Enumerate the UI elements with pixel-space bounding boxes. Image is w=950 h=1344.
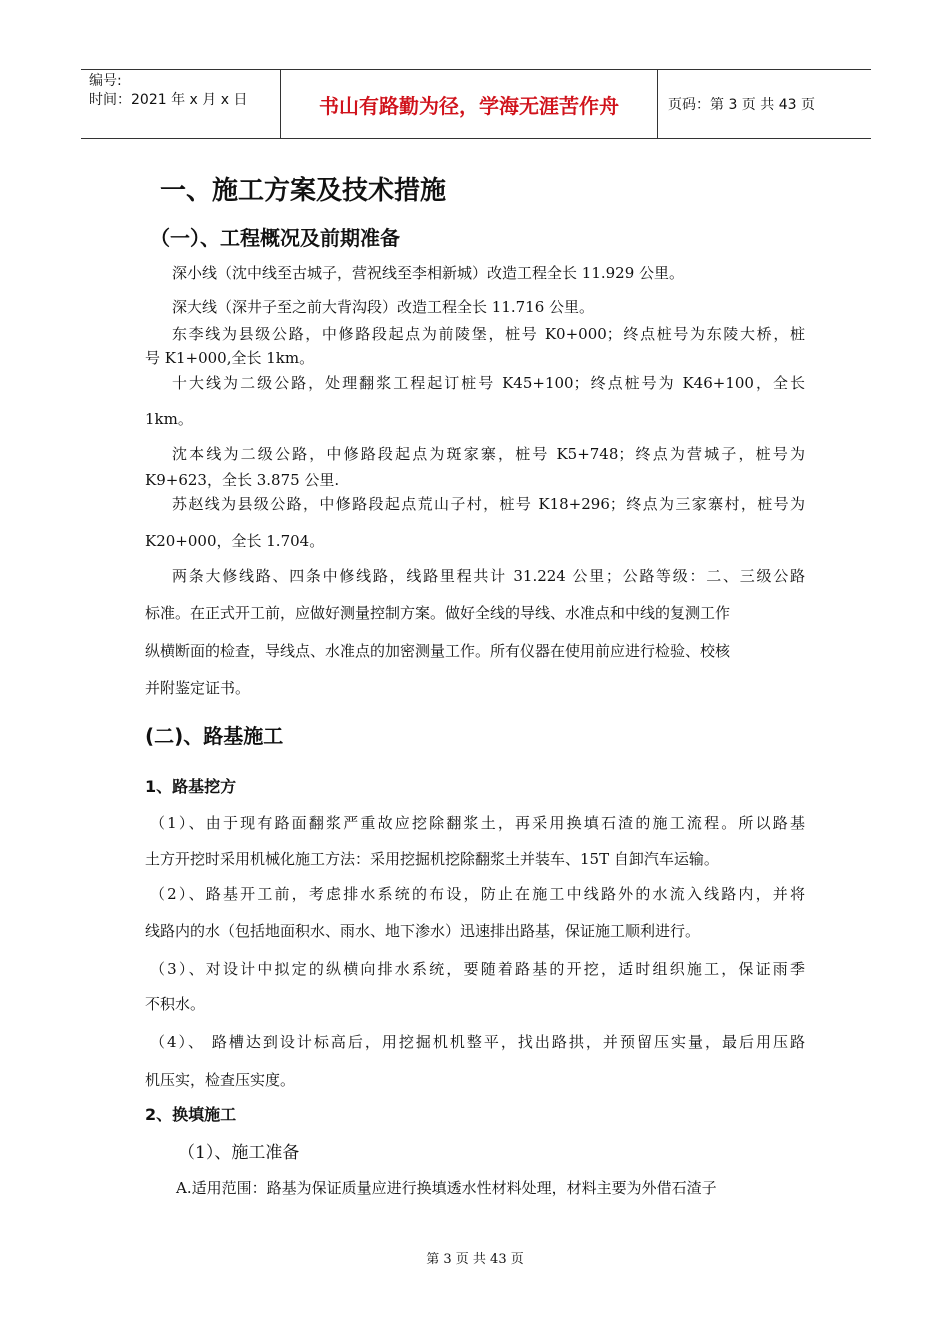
header-motto: 书山有路勤为径，学海无涯苦作舟 [281,70,658,138]
paragraph-line: 1km。 [145,410,193,428]
paragraph-line: 线路内的水（包括地面积水、雨水、地下渗水）迅速排出路基，保证施工顺利进行。 [145,922,701,940]
paragraph-line: 苏赵线为县级公路，中修路段起点荒山子村，桩号 K18+296；终点为三家寨村，桩号为 [172,495,805,513]
paragraph-line: 不积水。 [145,995,206,1013]
page-header [81,69,871,139]
paragraph-line: （2）、路基开工前，考虑排水系统的布设，防止在施工中线路外的水流入线路内，并将 [150,885,805,903]
item-subtitle: （1）、施工准备 [178,1143,300,1163]
paragraph-line: （4）、 路槽达到设计标高后，用挖掘机机整平，找出路拱，并预留压实量，最后用压路 [150,1033,805,1051]
item-title-2: 2、换填施工 [145,1105,237,1124]
time-label: 时间：2021 年 x 月 x 日 [89,92,248,108]
item-title-1: 1、路基挖方 [145,777,237,796]
paragraph-line: 东李线为县级公路，中修路段起点为前陵堡，桩号 K0+000；终点桩号为东陵大桥，桩 [172,325,805,343]
paragraph-line: （3）、对设计中拟定的纵横向排水系统，要随着路基的开挖，适时组织施工，保证雨季 [150,960,805,978]
paragraph-line: 土方开挖时采用机械化施工方法：采用挖掘机挖除翻浆土并装车、15T 自卸汽车运输。 [145,850,719,868]
subsection-title-1: （一）、工程概况及前期准备 [150,226,400,250]
section-title: 一、施工方案及技术措施 [160,176,447,206]
paragraph-line: 标准。在正式开工前，应做好测量控制方案。做好全线的导线、水准点和中线的复测工作 [145,604,731,622]
paragraph-line: 纵横断面的检查，导线点、水准点的加密测量工作。所有仪器在使用前应进行检验、校核 [145,642,731,660]
paragraph-line: 机压实，检查压实度。 [145,1071,296,1089]
paragraph-line: 十大线为二级公路，处理翻浆工程起订桩号 K45+100；终点桩号为 K46+100，全长 [172,374,805,392]
subsection-title-2: (二)、路基施工 [145,724,284,748]
paragraph-line: A.适用范围：路基为保证质量应进行换填透水性材料处理，材料主要为外借石渣子 [176,1179,717,1197]
paragraph-line: K20+000，全长 1.704。 [145,532,325,550]
paragraph-line: （1）、由于现有路面翻浆严重故应挖除翻浆土，再采用换填石渣的施工流程。所以路基 [150,814,805,832]
paragraph-line: K9+623，全长 3.875 公里. [145,471,340,489]
header-meta [81,70,281,138]
paragraph-line: 并附鉴定证书。 [145,679,251,697]
paragraph-line: 深小线（沈中线至古城子，营祝线至李相新城）改造工程全长 11.929 公里。 [172,264,685,282]
paragraph-line: 深大线（深井子至之前大背沟段）改造工程全长 11.716 公里。 [172,298,595,316]
paragraph-line: 沈本线为二级公路，中修路段起点为斑家寨，桩号 K5+748；终点为营城子，桩号为 [172,445,805,463]
paragraph-line: 号 K1+000,全长 1km。 [145,349,315,367]
number-label: 编号: [89,73,122,89]
paragraph-line: 两条大修线路、四条中修线路，线路里程共计 31.224 公里；公路等级：二、三级公路 [172,567,805,585]
page-footer: 第 3 页 共 43 页 [426,1252,524,1267]
header-page-info: 页码：第 3 页 共 43 页 [668,97,815,113]
